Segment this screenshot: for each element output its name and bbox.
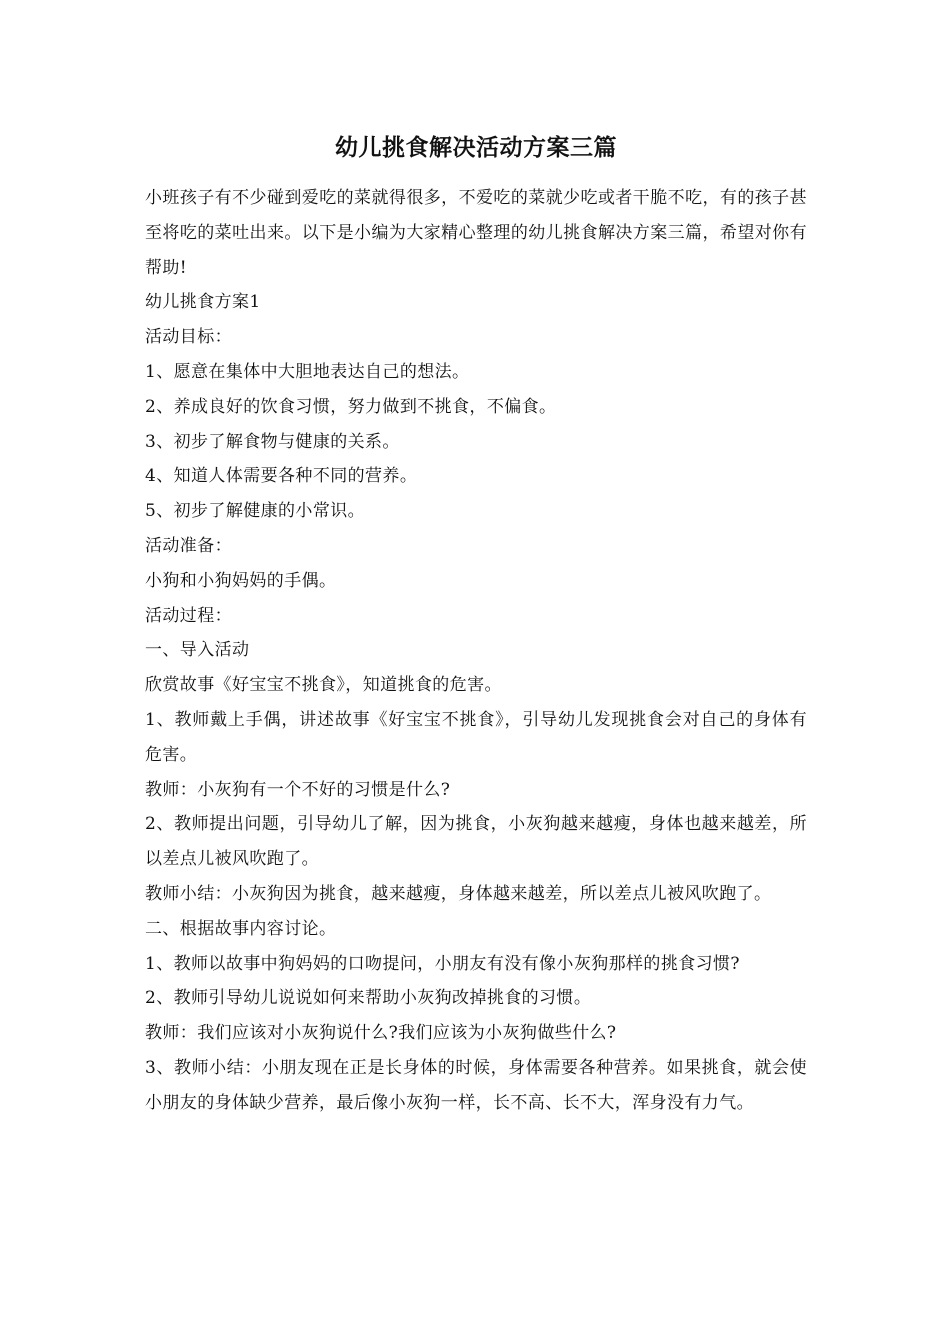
goal-item: 1、愿意在集体中大胆地表达自己的想法。	[145, 361, 470, 382]
process-step-heading: 一、导入活动	[145, 640, 250, 661]
process-text: 3、教师小结：小朋友现在正是长身体的时候，身体需要各种营养。如果挑食，就会使小朋友的身体缺少营养，最后像小灰狗一样，长不高、长不大，浑身没有力气。	[145, 1057, 807, 1113]
section-label-goals: 活动目标：	[145, 327, 232, 348]
intro-paragraph: 小班孩子有不少碰到爱吃的菜就得很多，不爱吃的菜就少吃或者干脆不吃，有的孩子甚至将吃的菜吐出来。以下是小编为大家精心整理的幼儿挑食解决方案三篇，希望对你有帮助!	[145, 188, 807, 278]
process-text: 欣赏故事《好宝宝不挑食》，知道挑食的危害。	[145, 675, 502, 696]
goal-item: 2、养成良好的饮食习惯，努力做到不挑食，不偏食。	[145, 396, 557, 417]
preparation-text: 小狗和小狗妈妈的手偶。	[145, 570, 337, 591]
goal-item: 4、知道人体需要各种不同的营养。	[145, 466, 418, 487]
goal-item: 3、初步了解食物与健康的关系。	[145, 431, 400, 452]
process-text: 1、教师以故事中狗妈妈的口吻提问，小朋友有没有像小灰狗那样的挑食习惯?	[145, 953, 740, 974]
plan-heading: 幼儿挑食方案1	[145, 292, 261, 313]
section-label-preparation: 活动准备：	[145, 535, 232, 556]
document-title: 幼儿挑食解决活动方案三篇	[335, 134, 617, 161]
process-text: 教师：我们应该对小灰狗说什么?我们应该为小灰狗做些什么?	[145, 1023, 617, 1044]
goal-item: 5、初步了解健康的小常识。	[145, 501, 366, 522]
process-step-heading: 二、根据故事内容讨论。	[145, 918, 337, 939]
process-text: 1、教师戴上手偶，讲述故事《好宝宝不挑食》，引导幼儿发现挑食会对自己的身体有危害。	[145, 709, 807, 765]
process-text: 2、教师提出问题，引导幼儿了解，因为挑食，小灰狗越来越瘦，身体也越来越差，所以差点儿被风吹跑了。	[145, 814, 807, 870]
process-text: 教师小结：小灰狗因为挑食，越来越瘦，身体越来越差，所以差点儿被风吹跑了。	[145, 883, 772, 904]
document-page	[145, 128, 807, 1121]
process-text: 2、教师引导幼儿说说如何来帮助小灰狗改掉挑食的习惯。	[145, 988, 592, 1009]
process-text: 教师：小灰狗有一个不好的习惯是什么?	[145, 779, 451, 800]
section-label-process: 活动过程：	[145, 605, 232, 626]
